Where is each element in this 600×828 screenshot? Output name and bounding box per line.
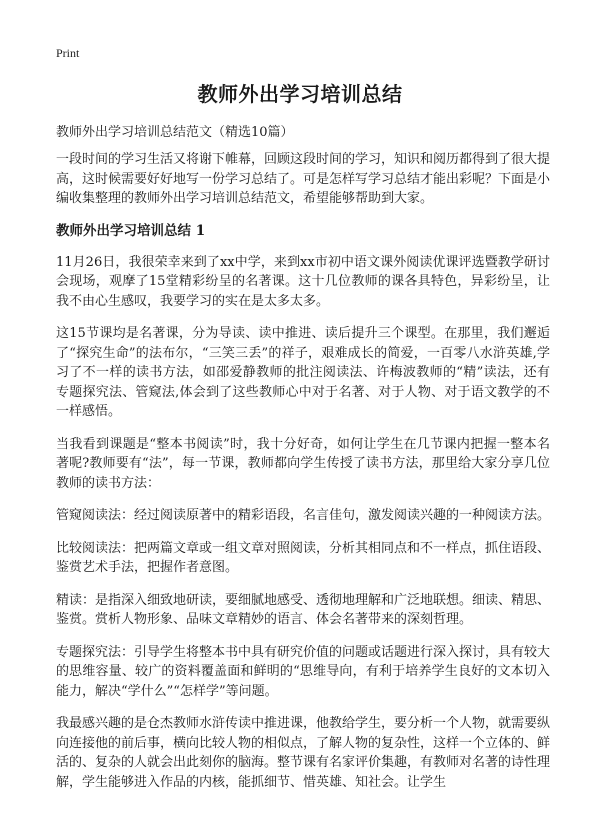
body-paragraph-4: 管窥阅读法：经过阅读原著中的精彩语段，名言佳句，激发阅读兴趣的一种阅读方法。 [56, 508, 551, 523]
print-link[interactable]: Print [56, 46, 80, 60]
body-paragraph-2: 这15节课均是名著课，分为导读、读中推进、读后提升三个课型。在那里，我们邂逅了“探究生命”的法布尔，“三笑三丢”的祥子，艰难成长的简爱，一百零八水浒英雄,学习了不一样的读书方法，如邵爱静教师的批注阅读法、许梅波教师的“精”读法，还有专题探究法、管窥法,体会到了这些教师心中对于名著、对于人物、对于语文教学的不一样感悟。 [56, 326, 550, 419]
document-title: 教师外出学习培训总结 [197, 82, 403, 106]
body-paragraph-6: 精读：是指深入细致地研读，要细腻地感受、透彻地理解和广泛地联想。细读、精思、鉴赏。赏析人物形象、品味文章精妙的语言、体会名著带来的深刻哲理。 [56, 592, 551, 627]
section-heading: 教师外出学习培训总结 1 [56, 222, 206, 239]
body-paragraph-5: 比较阅读法：把两篇文章或一组文章对照阅读，分析其相同点和不一样点，抓住语段、鉴赏艺术手法，把握作者意图。 [56, 540, 551, 575]
body-paragraph-8: 我最感兴趣的是仓杰教师水浒传读中推进课，他教给学生，要分析一个人物，就需要纵向连接他的前后事，横向比较人物的相似点，了解人物的复杂性，这样一个立体的、鲜活的、复杂的人就会出此刻你的脑海。整节课有名家评价集趣，有教师对名著的诗性理解，学生能够进入作品的内核，能抓细节、惜英雄、知社会。让学生 [56, 716, 551, 790]
body-paragraph-1: 11月26日，我很荣幸来到了xx中学，来到xx市初中语文课外阅读优课评选暨教学研讨会现场，观摩了15堂精彩纷呈的名著课。这十几位教师的课各具特色，异彩纷呈，让我不由心生感叹，我要学习的实在是太多太多。 [56, 254, 550, 309]
body-paragraph-3: 当我看到课题是“整本书阅读”时，我十分好奇，如何让学生在几节课内把握一整本名著呢?教师要有“法”，每一节课，教师都向学生传授了读书方法，那里给大家分享几位教师的读书方法： [56, 436, 550, 491]
document-body [56, 150, 550, 805]
intro-paragraph: 一段时间的学习生活又将谢下帷幕，回顾这段时间的学习，知识和阅历都得到了很大提高，这时候需要好好地写一份学习总结了。可是怎样写学习总结才能出彩呢？下面是小编收集整理的教师外出学习培训总结范文，希望能够帮助到大家。 [56, 152, 551, 206]
body-paragraph-7: 专题探究法：引导学生将整本书中具有研究价值的问题或话题进行深入探讨，具有较大的思维容量、较广的资料覆盖面和鲜明的“思维导向，有利于培养学生良好的文本切入能力，解决“学什么”“怎样学”等问题。 [56, 644, 551, 699]
document-subtitle: 教师外出学习培训总结范文（精选10篇） [56, 125, 294, 140]
